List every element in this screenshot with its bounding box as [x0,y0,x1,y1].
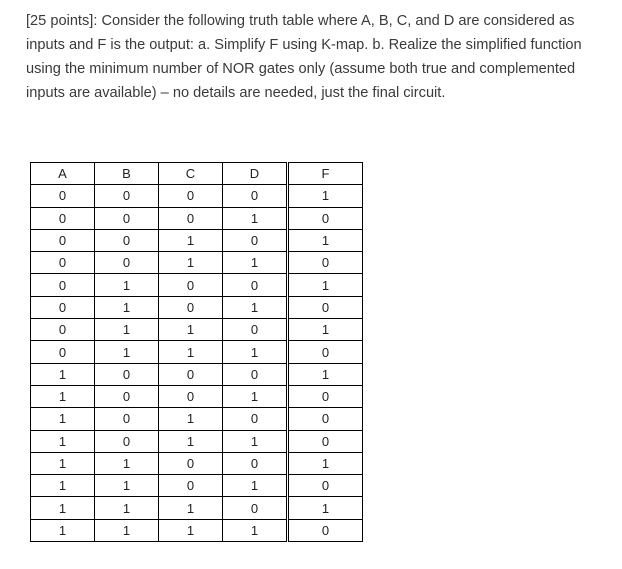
table-row [31,497,363,519]
cell-c: 1 [159,430,223,452]
table-row [31,430,363,452]
cell-c: 0 [159,185,223,207]
cell-b: 1 [95,296,159,318]
table-row [31,252,363,274]
cell-c: 0 [159,207,223,229]
cell-d: 1 [223,296,288,318]
cell-d: 1 [223,519,288,541]
cell-b: 1 [95,519,159,541]
cell-b: 1 [95,341,159,363]
cell-b: 1 [95,274,159,296]
cell-d: 0 [223,408,288,430]
cell-c: 1 [159,252,223,274]
truth-table [30,162,363,542]
table-row [31,319,363,341]
cell-c: 0 [159,452,223,474]
cell-a: 0 [31,252,95,274]
cell-b: 0 [95,229,159,251]
cell-a: 0 [31,185,95,207]
cell-f: 1 [288,185,363,207]
cell-d: 1 [223,475,288,497]
cell-f: 1 [288,452,363,474]
cell-f: 0 [288,296,363,318]
cell-d: 0 [223,452,288,474]
cell-d: 0 [223,363,288,385]
cell-a: 1 [31,385,95,407]
cell-b: 0 [95,252,159,274]
cell-f: 0 [288,341,363,363]
cell-c: 0 [159,296,223,318]
table-row [31,341,363,363]
cell-f: 1 [288,274,363,296]
table-row [31,207,363,229]
cell-b: 0 [95,363,159,385]
cell-b: 0 [95,207,159,229]
cell-c: 1 [159,408,223,430]
table-row [31,408,363,430]
cell-d: 1 [223,341,288,363]
truth-table-body [31,185,363,542]
cell-a: 1 [31,452,95,474]
cell-f: 0 [288,385,363,407]
cell-c: 1 [159,497,223,519]
table-row [31,475,363,497]
cell-f: 1 [288,497,363,519]
cell-c: 1 [159,319,223,341]
header-b: B [95,163,159,185]
cell-f: 0 [288,430,363,452]
cell-f: 0 [288,475,363,497]
cell-a: 0 [31,274,95,296]
cell-a: 1 [31,475,95,497]
cell-a: 1 [31,519,95,541]
cell-d: 0 [223,497,288,519]
cell-a: 1 [31,430,95,452]
cell-c: 0 [159,274,223,296]
header-f: F [288,163,363,185]
cell-c: 1 [159,341,223,363]
cell-d: 0 [223,229,288,251]
header-d: D [223,163,288,185]
table-row [31,385,363,407]
cell-f: 0 [288,408,363,430]
cell-c: 0 [159,385,223,407]
table-row [31,363,363,385]
cell-b: 0 [95,408,159,430]
cell-d: 0 [223,274,288,296]
cell-b: 0 [95,185,159,207]
cell-a: 1 [31,408,95,430]
cell-f: 0 [288,519,363,541]
cell-a: 0 [31,207,95,229]
truth-table-header-row [31,163,363,185]
cell-a: 1 [31,497,95,519]
table-row [31,452,363,474]
cell-c: 1 [159,519,223,541]
cell-f: 0 [288,252,363,274]
table-row [31,229,363,251]
cell-d: 1 [223,385,288,407]
cell-b: 1 [95,497,159,519]
cell-a: 0 [31,319,95,341]
cell-b: 1 [95,452,159,474]
cell-a: 0 [31,296,95,318]
cell-f: 1 [288,229,363,251]
cell-f: 1 [288,319,363,341]
cell-a: 0 [31,229,95,251]
cell-b: 1 [95,475,159,497]
cell-c: 1 [159,229,223,251]
cell-d: 1 [223,430,288,452]
cell-d: 0 [223,185,288,207]
question-text: [25 points]: Consider the following truth table where A, B, C, and D are considered as inputs and F is the output: a. Simplify F using K-map. b. Realize the simplified function using the minimum number of NOR gates only (assume both true and complemented inputs are available) – no details are needed, just the final circuit. [26,13,582,101]
header-c: C [159,163,223,185]
cell-a: 0 [31,341,95,363]
cell-d: 1 [223,252,288,274]
cell-d: 1 [223,207,288,229]
cell-a: 1 [31,363,95,385]
cell-c: 0 [159,363,223,385]
header-a: A [31,163,95,185]
cell-c: 0 [159,475,223,497]
cell-b: 1 [95,319,159,341]
cell-f: 1 [288,363,363,385]
cell-d: 0 [223,319,288,341]
cell-b: 0 [95,385,159,407]
table-row [31,296,363,318]
cell-b: 0 [95,430,159,452]
table-row [31,274,363,296]
cell-f: 0 [288,207,363,229]
table-row [31,519,363,541]
table-row [31,185,363,207]
